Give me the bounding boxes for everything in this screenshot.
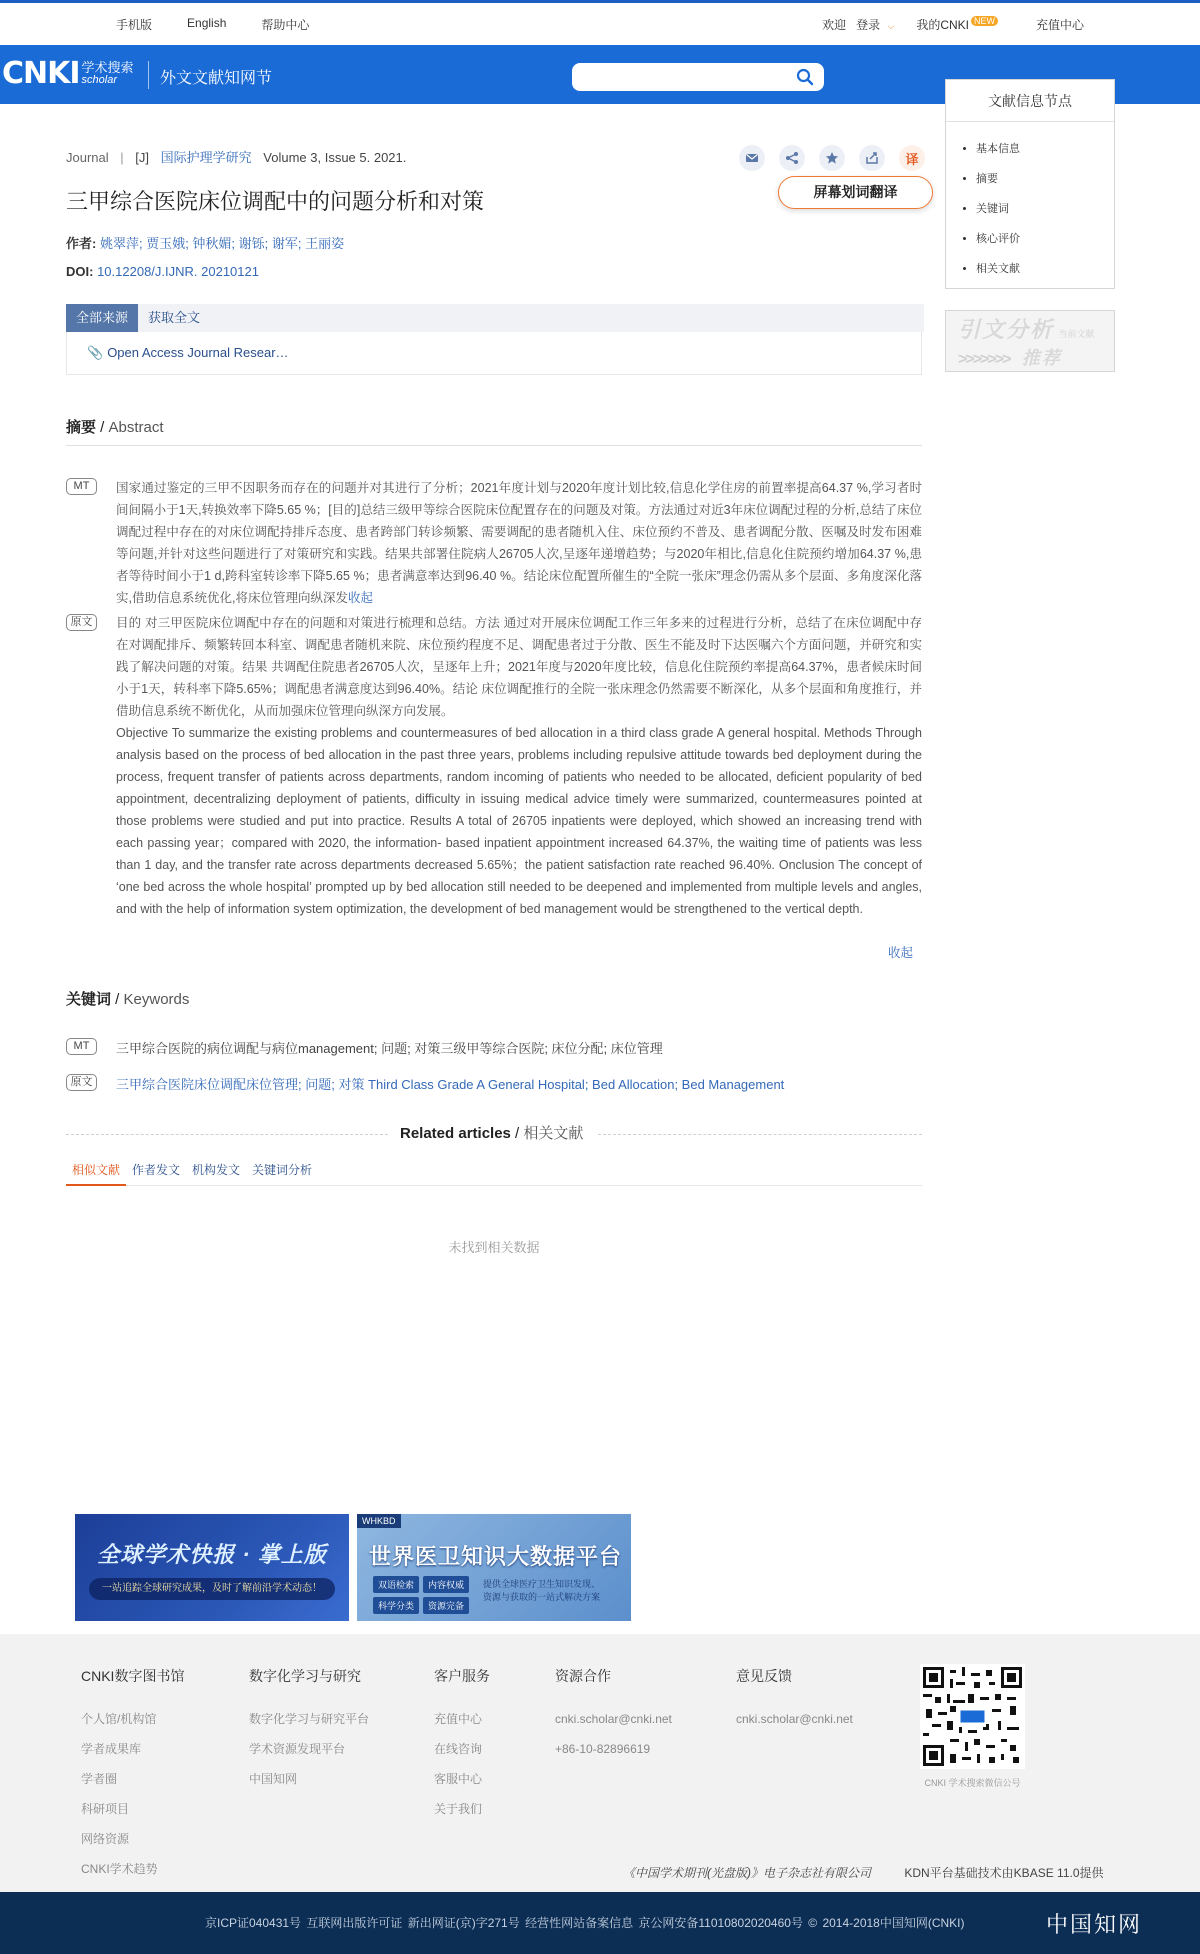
footer-link[interactable]: 中国知网 <box>249 1772 298 1786</box>
platform-credit: KDN平台基础技术由KBASE 11.0提供 <box>904 1866 1104 1880</box>
top-links-left <box>116 16 309 33</box>
paperclip-icon: 📎 <box>87 345 104 360</box>
ad-medical-knowledge-platform[interactable] <box>357 1514 631 1621</box>
top-links-right <box>822 16 1084 33</box>
footer-col-cooperation <box>555 1666 672 1764</box>
ad2-desc-line: 资源与获取的一站式解决方案 <box>483 1592 601 1602</box>
separator: | <box>120 150 124 165</box>
english-link[interactable]: English <box>187 16 227 30</box>
cite-banner-title: 引文分析 <box>958 316 1055 342</box>
new-badge: NEW <box>971 16 998 26</box>
source-link-text: Open Access Journal Resear… <box>107 345 289 360</box>
source-panel <box>66 304 922 375</box>
logo-sub-zh: 学术搜索 <box>81 60 134 75</box>
tab-get-fulltext[interactable]: 获取全文 <box>148 310 201 325</box>
footer-link[interactable]: cnki.scholar@cnki.net <box>555 1712 672 1726</box>
journal-name-link[interactable]: 国际护理学研究 <box>160 150 252 165</box>
site-name: 外文文献知网节 <box>160 70 273 87</box>
ad-global-academic-express[interactable] <box>75 1514 349 1621</box>
ad2-pill: 内容权威 <box>423 1576 469 1593</box>
search-box <box>572 63 824 91</box>
mt-collapse-link[interactable]: 收起 <box>347 591 373 605</box>
bottom-legal-bar <box>0 1892 1200 1954</box>
footer-col-heading: 客户服务 <box>434 1668 490 1684</box>
star-icon[interactable] <box>819 145 845 171</box>
ad2-description <box>483 1578 600 1604</box>
ad2-badge: WHKBD <box>357 1514 401 1528</box>
citation-analysis-banner[interactable] <box>945 310 1115 372</box>
cite-banner-recommend: 推荐 <box>1021 347 1062 368</box>
footer-link[interactable]: 网络资源 <box>81 1832 130 1846</box>
cnki-brand-logo: 中国知网 <box>1046 1913 1143 1938</box>
nav-item-basic-info[interactable]: 基本信息 <box>976 134 1114 164</box>
doc-info-nav-title: 文献信息节点 <box>946 80 1114 122</box>
export-icon[interactable] <box>859 145 885 171</box>
cite-banner-arrows: >>>>>>> <box>958 350 1010 368</box>
nav-item-keywords[interactable]: 关键词 <box>976 194 1114 224</box>
ad2-desc-line: 提供全球医疗卫生知识发现、 <box>483 1579 601 1589</box>
footer-col-digital-learning <box>249 1666 369 1794</box>
ad1-subtitle: 一站追踪全球研究成果，及时了解前沿学术动态！ <box>89 1578 335 1600</box>
mt-abstract-text: 国家通过鉴定的三甲不因职务而存在的问题并对其进行了分析；2021年度计划与2020年度计划比较,信息化学住房的前置率提高64.37 %,学习者时间间隔小于1天,转换效率下降5.65 %；[目的]总结三级甲等综合医院床位配置存在的问题及对策。方法通过对近3年床位调配过程的分析,总结了床位调配过程中存在的对床位调配持排斥态度、患者跨部门转诊频繁、需要调配的患者随机入住、床位预约不普及、患者调配分散、医嘱及时发布困难等问题,并针对这些问题进行了对策研究和实践。结果共部署住院病人26705人次,呈逐年递增趋势；与2020年相比,信息化住院预约增加64.37 %,患者等待时间小于1 d,跨科室转诊率下降5.65 %；患者满意率达到96.40 %。结论床位配置所催生的“全院一张床”理念仍需从多个层面、多角度深化落实,借助信息系统优化,将床位管理向纵深发 <box>116 481 922 605</box>
header-divider <box>148 61 149 89</box>
journal-issue: Volume 3, Issue 5. 2021. <box>263 150 407 165</box>
footer-link[interactable]: 学者圈 <box>81 1772 118 1786</box>
ad2-pill: 双语检索 <box>373 1576 419 1593</box>
related-articles-heading <box>66 1122 922 1142</box>
screen-translate-tooltip[interactable]: 屏幕划词翻译 <box>778 176 933 209</box>
footer-link[interactable]: 学术资源发现平台 <box>249 1742 346 1756</box>
divider-right <box>598 1134 922 1135</box>
abstract-heading-en: Abstract <box>108 419 164 436</box>
related-heading-zh: 相关文献 <box>523 1125 584 1142</box>
footer-col-heading: 意见反馈 <box>736 1668 792 1684</box>
footer-link[interactable]: 关于我们 <box>434 1802 483 1816</box>
keywords-machine-translated: 三甲综合医院的病位调配与病位management; 问题; 对策三级甲等综合医院; 床位分配; 床位管理 <box>116 1041 663 1056</box>
footer-col-heading: CNKI数字图书馆 <box>81 1668 185 1684</box>
tab-all-sources[interactable]: 全部来源 <box>66 304 138 332</box>
original-abstract-en: Objective To summarize the existing problems and countermeasures of bed allocation in a third class grade A general hospital. Methods Through analysis based on the process of bed allocation in the past three years, problems including repulsive attitude towards bed deployment during the process, frequent transfer of patients across departments, random incoming of patients who needed to be allocated, deficient popularity of bed appointment, decentralizing deployment of patients, difficulty in issuing medical advice timely were summarized, countermeasures pointed at those problems were studied and put into practice. Results A total of 26705 inpatients were deployed, which showed an increasing trend with each passing year；compared with 2020, the information- based inpatient appointment increased 64.37%, the waiting time of patients was less than 1 day, and the transfer rate across departments decreased 5.65%；the patient satisfaction rate reached 96.40%. Onclusion The concept of ‘one bed across the whole hospital’ prompted up by bed allocation still needed to be deepened and implemented from multiple levels and angles, and with the help of information system optimization, the development of bed management would be strengthened to the vertical depth. <box>116 726 922 916</box>
qr-caption: CNKI 学术搜索微信公号 <box>924 1778 1021 1788</box>
authors-label: 作者: <box>66 236 97 251</box>
heading-sep: / <box>96 419 109 436</box>
footer-col-feedback <box>736 1666 853 1734</box>
tab-institution-articles[interactable]: 机构发文 <box>192 1163 241 1177</box>
footer-link[interactable]: 充值中心 <box>434 1712 483 1726</box>
article-actions <box>739 145 925 171</box>
my-cnki-label: 我的CNKI <box>916 18 969 32</box>
footer <box>0 1634 1200 1892</box>
translate-icon[interactable] <box>899 145 925 171</box>
footer-link[interactable]: 科研项目 <box>81 1802 130 1816</box>
abstract-heading-zh: 摘要 <box>66 419 97 436</box>
doc-type: Journal <box>66 150 109 165</box>
login-link[interactable] <box>856 16 894 33</box>
doi-line <box>66 264 259 279</box>
mt-tag: MT <box>66 478 97 495</box>
nav-item-core-evaluation[interactable]: 核心评价 <box>976 224 1114 254</box>
legal-text: 京ICP证040431号 互联网出版许可证 新出网证(京)字271号 经营性网站备案信息 京公网安备11010802020460号 © 2014-2018中国知网(CNKI) <box>205 1916 965 1930</box>
footer-link[interactable]: CNKI学术趋势 <box>81 1862 158 1876</box>
original-abstract-zh: 目的 对三甲医院床位调配中存在的问题和对策进行梳理和总结。方法 通过对开展床位调配工作三年多来的过程进行分析，总结了在床位调配中存在对调配排斥、频繁转回本科室、调配患者随机来院、床位预约程度不足、调配患者过于分散、医生不能及时下达医嘱六个方面问题，并研究和实践了解决问题的对策。结果 共调配住院患者26705人次，呈逐年上升；2021年度与2020年度比较，信息化住院预约率提高64.37%，患者候床时间小于1天，转科率下降5.65%；调配患者满意度达到96.40%。结论 床位调配推行的全院一张床理念仍然需要不断深化，从多个层面和角度推行，并借助信息系统不断优化，从而加强床位管理向纵深方向发展。 <box>116 616 922 718</box>
footer-col-heading: 资源合作 <box>555 1668 611 1684</box>
chevron-down-icon: ⌵ <box>887 21 895 31</box>
logo-sub-en: scholar <box>81 74 118 86</box>
footer-link: +86-10-82896619 <box>555 1742 651 1756</box>
related-tabs <box>66 1160 922 1186</box>
login-label: 登录 <box>856 18 881 32</box>
authors-links[interactable]: 姚翠萍; 贾玉娥; 钟秋媚; 谢铄; 谢军; 王丽姿 <box>99 236 345 251</box>
mail-icon[interactable] <box>739 145 765 171</box>
doc-info-nav <box>945 79 1115 289</box>
ad2-pill: 资源完备 <box>423 1597 469 1614</box>
footer-link[interactable]: 在线咨询 <box>434 1742 483 1756</box>
machine-translated-abstract <box>116 477 922 609</box>
cnki-scholar-logo[interactable] <box>2 56 134 91</box>
translate-glyph: 译 <box>905 151 919 167</box>
heading-sep: / <box>111 991 124 1008</box>
keywords-original-links[interactable]: 三甲综合医院床位调配床位管理; 问题; 对策 Third Class Grade A General Hospital; Bed Allocation; Bed Management <box>116 1077 785 1092</box>
footer-link[interactable]: 个人馆/机构馆 <box>81 1712 157 1726</box>
article-title: 三甲综合医院床位调配中的问题分析和对策 <box>66 189 485 214</box>
keywords-heading-en: Keywords <box>123 991 190 1008</box>
tab-similar-articles[interactable]: 相似文献 <box>66 1160 126 1186</box>
no-data-message: 未找到相关数据 <box>448 1240 540 1255</box>
cite-banner-row-2 <box>958 344 1114 370</box>
recharge-link[interactable]: 充值中心 <box>1035 18 1084 32</box>
divider-left <box>66 1134 388 1135</box>
keywords-heading <box>66 988 189 1009</box>
ad2-pill: 科学分类 <box>373 1597 419 1614</box>
kw-mt-tag: MT <box>66 1038 97 1055</box>
cite-banner-row <box>958 313 1114 344</box>
share-icon[interactable] <box>779 145 805 171</box>
cite-banner-small: 当前文献 <box>1058 328 1095 339</box>
my-cnki-link[interactable] <box>916 16 998 33</box>
logo-sub <box>82 62 134 86</box>
mobile-version-link[interactable]: 手机版 <box>116 18 153 32</box>
ad2-pills <box>373 1576 469 1614</box>
nav-item-abstract[interactable]: 摘要 <box>976 164 1114 194</box>
heading-sep: / <box>510 1125 524 1142</box>
kw-original-tag: 原文 <box>66 1074 97 1091</box>
nav-item-related[interactable]: 相关文献 <box>976 254 1114 284</box>
search-icon[interactable] <box>796 68 814 86</box>
footer-link[interactable]: cnki.scholar@cnki.net <box>736 1712 853 1726</box>
original-collapse-link[interactable]: 收起 <box>888 946 914 960</box>
welcome-text: 欢迎 <box>822 18 847 32</box>
footer-col-digital-library <box>81 1666 184 1884</box>
journal-info-line <box>66 147 406 166</box>
tab-keyword-analysis[interactable]: 关键词分析 <box>252 1163 313 1177</box>
tab-author-articles[interactable]: 作者发文 <box>132 1163 181 1177</box>
related-heading-en: Related articles <box>400 1125 511 1142</box>
footer-link[interactable]: 学者成果库 <box>81 1742 142 1756</box>
abstract-heading <box>66 416 922 446</box>
footer-credit <box>623 1864 1104 1881</box>
footer-link[interactable]: 客服中心 <box>434 1772 483 1786</box>
wechat-qr-code <box>920 1664 1025 1769</box>
source-tabs <box>66 304 924 332</box>
footer-col-customer-service <box>434 1666 490 1824</box>
ad2-title: 世界医卫知识大数据平台 <box>369 1544 623 1569</box>
search-input[interactable] <box>572 63 782 91</box>
doi-label: DOI: <box>66 264 94 279</box>
ad1-title: 全球学术快报 · 掌上版 <box>97 1542 327 1567</box>
doi-link[interactable]: 10.12208/J.IJNR. 20210121 <box>97 264 259 279</box>
logo-main-text: CNKI <box>2 56 80 91</box>
original-tag: 原文 <box>66 614 97 631</box>
original-abstract <box>116 612 922 920</box>
help-center-link[interactable]: 帮助中心 <box>261 18 310 32</box>
top-utility-bar <box>0 0 1200 45</box>
footer-link[interactable]: 数字化学习与研究平台 <box>249 1712 370 1726</box>
footer-col-heading: 数字化学习与研究 <box>249 1668 361 1684</box>
related-heading-text <box>400 1122 583 1143</box>
doc-type-code: [J] <box>135 150 150 165</box>
open-access-source-link[interactable] <box>87 345 289 361</box>
authors-line <box>66 233 344 252</box>
publisher-credit: 《中国学术期刊(光盘版)》电子杂志社有限公司 <box>623 1866 871 1880</box>
keywords-heading-zh: 关键词 <box>66 991 112 1008</box>
